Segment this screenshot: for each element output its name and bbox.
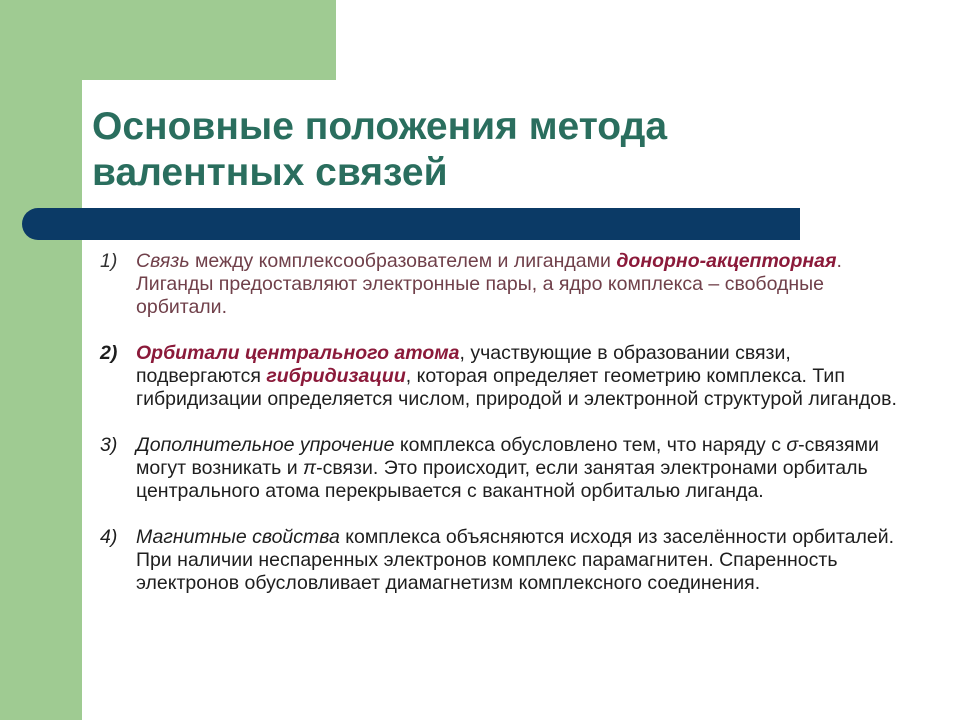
item-3-text-b: -связями могут возникать и <box>136 434 879 479</box>
item-number: 3) <box>100 434 118 456</box>
points-list <box>100 250 920 618</box>
item-1-term: Связь <box>136 250 190 272</box>
green-top-block <box>0 0 336 80</box>
item-4-term: Магнитные свойства <box>136 526 340 548</box>
item-3-term: Дополнительное упрочение <box>136 434 395 456</box>
list-item-3 <box>100 434 920 503</box>
sigma-symbol: σ <box>786 434 799 456</box>
item-number: 4) <box>100 526 118 548</box>
item-2-text-a: , участвующие в образовании связи, подвергаются <box>136 342 791 387</box>
title-line-1: Основные положения метода <box>92 105 668 148</box>
item-2-text-b: , которая определяет геометрию комплекса. Тип гибридизации определяется числом, природой и электронной структурой лигандов. <box>136 365 897 410</box>
list-item-2 <box>100 342 920 411</box>
pi-symbol: π <box>303 457 317 479</box>
item-1-text-a: между комплексообразователем и лигандами <box>189 250 617 272</box>
item-2-term: Орбитали центрального атома <box>136 342 460 364</box>
list-item-1 <box>100 250 920 319</box>
item-number: 1) <box>100 250 118 272</box>
item-1-text-b: . Лиганды предоставляют электронные пары, а ядро комплекса – свободные орбитали. <box>136 250 842 318</box>
item-3-text-c: -связи. Это происходит, если занятая электронами орбиталь центрального атома перекрывается с вакантной орбиталью лиганда. <box>136 457 868 502</box>
title-line-2: валентных связей <box>92 151 448 194</box>
slide-title <box>92 104 792 196</box>
item-1-highlight: донорно-акцепторная <box>616 250 837 272</box>
item-number: 2) <box>100 342 118 364</box>
item-2-highlight: гибридизации <box>266 365 406 387</box>
item-3-text-a: комплекса обусловлено тем, что наряду с <box>394 434 787 456</box>
title-divider-bar <box>22 208 800 240</box>
green-sidebar-strip <box>0 0 82 720</box>
item-4-text: комплекса объясняются исходя из заселённости орбиталей. При наличии неспаренных электронов комплекс парамагнитен. Спаренность электронов обусловливает диамагнетизм комплексного соединения. <box>136 526 895 594</box>
list-item-4 <box>100 526 920 595</box>
